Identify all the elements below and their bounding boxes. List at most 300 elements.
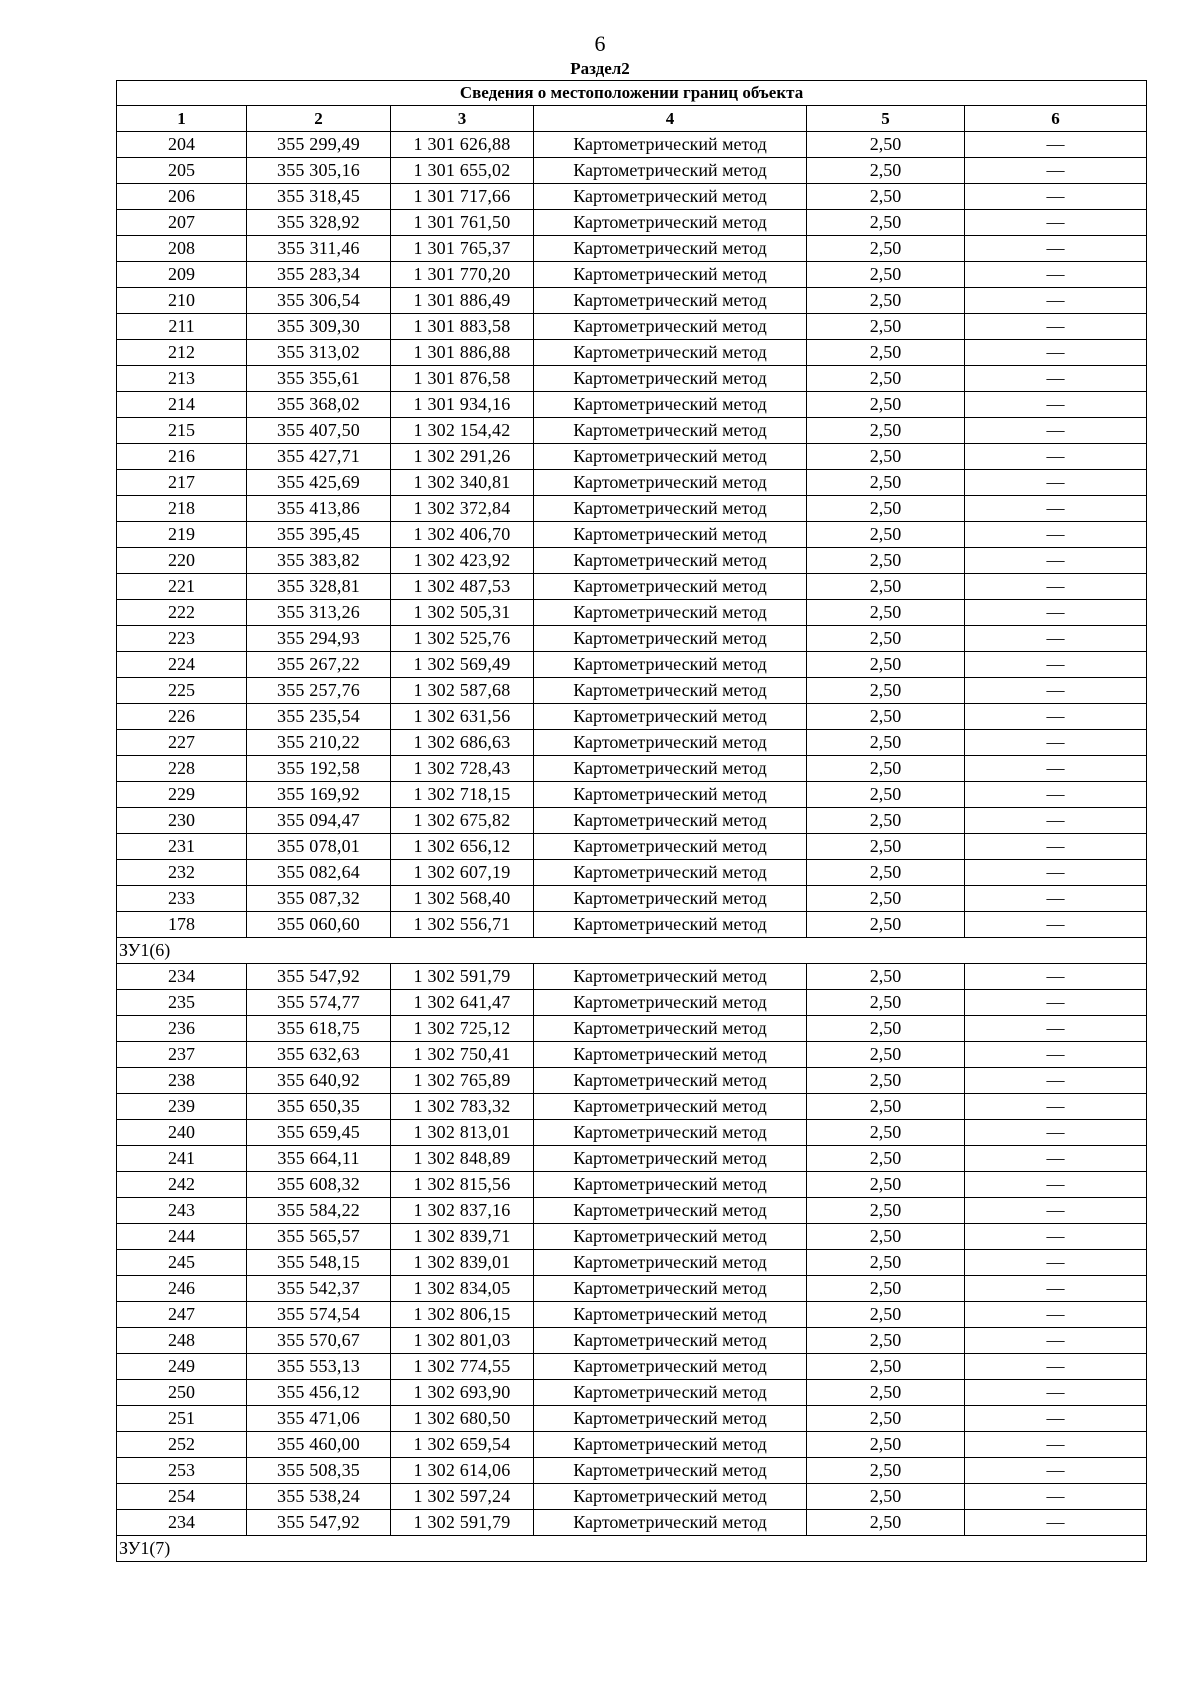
description-cell: — [965,1276,1147,1302]
accuracy-cell: 2,50 [807,132,965,158]
y-coordinate-cell: 1 302 765,89 [391,1068,534,1094]
x-coordinate-cell: 355 078,01 [247,834,391,860]
table-row [117,1120,1147,1146]
table-row [117,1406,1147,1432]
description-cell: — [965,834,1147,860]
table-row [117,496,1147,522]
description-cell: — [965,730,1147,756]
accuracy-cell: 2,50 [807,730,965,756]
point-number-cell: 252 [117,1432,247,1458]
y-coordinate-cell: 1 302 839,71 [391,1224,534,1250]
point-number-cell: 211 [117,314,247,340]
table-row [117,730,1147,756]
accuracy-cell: 2,50 [807,652,965,678]
table-row [117,418,1147,444]
method-cell: Картометрический метод [534,626,807,652]
x-coordinate-cell: 355 570,67 [247,1328,391,1354]
method-cell: Картометрический метод [534,912,807,938]
description-cell: — [965,340,1147,366]
method-cell: Картометрический метод [534,496,807,522]
x-coordinate-cell: 355 618,75 [247,1016,391,1042]
x-coordinate-cell: 355 267,22 [247,652,391,678]
y-coordinate-cell: 1 302 556,71 [391,912,534,938]
description-cell: — [965,912,1147,938]
description-cell: — [965,964,1147,990]
point-number-cell: 229 [117,782,247,808]
method-cell: Картометрический метод [534,210,807,236]
table-row [117,1380,1147,1406]
x-coordinate-cell: 355 383,82 [247,548,391,574]
y-coordinate-cell: 1 302 505,31 [391,600,534,626]
accuracy-cell: 2,50 [807,1510,965,1536]
accuracy-cell: 2,50 [807,1224,965,1250]
table-row [117,574,1147,600]
method-cell: Картометрический метод [534,704,807,730]
accuracy-cell: 2,50 [807,626,965,652]
description-cell: — [965,1198,1147,1224]
table-row [117,158,1147,184]
y-coordinate-cell: 1 302 423,92 [391,548,534,574]
method-cell: Картометрический метод [534,1354,807,1380]
description-cell: — [965,1224,1147,1250]
method-cell: Картометрический метод [534,1328,807,1354]
y-coordinate-cell: 1 301 717,66 [391,184,534,210]
point-number-cell: 220 [117,548,247,574]
boundary-table [116,80,1147,1562]
table-row [117,1250,1147,1276]
description-cell: — [965,1458,1147,1484]
table-row [117,886,1147,912]
method-cell: Картометрический метод [534,1406,807,1432]
description-cell: — [965,158,1147,184]
description-cell: — [965,262,1147,288]
y-coordinate-cell: 1 302 848,89 [391,1146,534,1172]
y-coordinate-cell: 1 302 372,84 [391,496,534,522]
method-cell: Картометрический метод [534,990,807,1016]
method-cell: Картометрический метод [534,522,807,548]
table-row [117,522,1147,548]
y-coordinate-cell: 1 302 834,05 [391,1276,534,1302]
point-number-cell: 246 [117,1276,247,1302]
table-row [117,236,1147,262]
description-cell: — [965,470,1147,496]
point-number-cell: 241 [117,1146,247,1172]
table-row [117,1458,1147,1484]
accuracy-cell: 2,50 [807,1354,965,1380]
table-row [117,262,1147,288]
point-number-cell: 228 [117,756,247,782]
method-cell: Картометрический метод [534,470,807,496]
method-cell: Картометрический метод [534,1510,807,1536]
table-row [117,1432,1147,1458]
description-cell: — [965,1042,1147,1068]
y-coordinate-cell: 1 302 656,12 [391,834,534,860]
table-body [117,81,1147,1562]
point-number-cell: 233 [117,886,247,912]
column-number: 3 [391,106,534,132]
point-number-cell: 208 [117,236,247,262]
method-cell: Картометрический метод [534,444,807,470]
y-coordinate-cell: 1 302 154,42 [391,418,534,444]
table-row [117,964,1147,990]
point-number-cell: 234 [117,964,247,990]
method-cell: Картометрический метод [534,1068,807,1094]
x-coordinate-cell: 355 060,60 [247,912,391,938]
method-cell: Картометрический метод [534,782,807,808]
description-cell: — [965,678,1147,704]
accuracy-cell: 2,50 [807,886,965,912]
point-number-cell: 238 [117,1068,247,1094]
method-cell: Картометрический метод [534,184,807,210]
point-number-cell: 240 [117,1120,247,1146]
accuracy-cell: 2,50 [807,1380,965,1406]
accuracy-cell: 2,50 [807,834,965,860]
method-cell: Картометрический метод [534,1198,807,1224]
accuracy-cell: 2,50 [807,418,965,444]
point-number-cell: 214 [117,392,247,418]
method-cell: Картометрический метод [534,1016,807,1042]
table-row [117,314,1147,340]
point-number-cell: 242 [117,1172,247,1198]
y-coordinate-cell: 1 302 525,76 [391,626,534,652]
accuracy-cell: 2,50 [807,704,965,730]
point-number-cell: 232 [117,860,247,886]
table-row [117,600,1147,626]
x-coordinate-cell: 355 608,32 [247,1172,391,1198]
method-cell: Картометрический метод [534,600,807,626]
column-number: 2 [247,106,391,132]
table-row [117,912,1147,938]
y-coordinate-cell: 1 302 641,47 [391,990,534,1016]
method-cell: Картометрический метод [534,1172,807,1198]
point-number-cell: 206 [117,184,247,210]
accuracy-cell: 2,50 [807,860,965,886]
accuracy-cell: 2,50 [807,1172,965,1198]
accuracy-cell: 2,50 [807,1328,965,1354]
method-cell: Картометрический метод [534,756,807,782]
x-coordinate-cell: 355 257,76 [247,678,391,704]
point-number-cell: 223 [117,626,247,652]
y-coordinate-cell: 1 302 487,53 [391,574,534,600]
x-coordinate-cell: 355 413,86 [247,496,391,522]
x-coordinate-cell: 355 407,50 [247,418,391,444]
table-row [117,1276,1147,1302]
y-coordinate-cell: 1 301 876,58 [391,366,534,392]
method-cell: Картометрический метод [534,418,807,444]
group-label: ЗУ1(6) [117,938,1147,964]
description-cell: — [965,600,1147,626]
x-coordinate-cell: 355 538,24 [247,1484,391,1510]
description-cell: — [965,1510,1147,1536]
table-row [117,1146,1147,1172]
method-cell: Картометрический метод [534,1094,807,1120]
method-cell: Картометрический метод [534,678,807,704]
y-coordinate-cell: 1 301 886,49 [391,288,534,314]
method-cell: Картометрический метод [534,158,807,184]
x-coordinate-cell: 355 094,47 [247,808,391,834]
method-cell: Картометрический метод [534,964,807,990]
point-number-cell: 250 [117,1380,247,1406]
description-cell: — [965,990,1147,1016]
x-coordinate-cell: 355 368,02 [247,392,391,418]
point-number-cell: 209 [117,262,247,288]
table-row [117,1328,1147,1354]
point-number-cell: 245 [117,1250,247,1276]
method-cell: Картометрический метод [534,366,807,392]
x-coordinate-cell: 355 311,46 [247,236,391,262]
x-coordinate-cell: 355 210,22 [247,730,391,756]
y-coordinate-cell: 1 302 291,26 [391,444,534,470]
x-coordinate-cell: 355 542,37 [247,1276,391,1302]
column-number: 5 [807,106,965,132]
method-cell: Картометрический метод [534,1458,807,1484]
accuracy-cell: 2,50 [807,678,965,704]
description-cell: — [965,1354,1147,1380]
x-coordinate-cell: 355 456,12 [247,1380,391,1406]
accuracy-cell: 2,50 [807,548,965,574]
method-cell: Картометрический метод [534,1224,807,1250]
accuracy-cell: 2,50 [807,1016,965,1042]
accuracy-cell: 2,50 [807,1120,965,1146]
table-row [117,834,1147,860]
y-coordinate-cell: 1 302 631,56 [391,704,534,730]
description-cell: — [965,756,1147,782]
description-cell: — [965,1380,1147,1406]
method-cell: Картометрический метод [534,340,807,366]
method-cell: Картометрический метод [534,808,807,834]
x-coordinate-cell: 355 584,22 [247,1198,391,1224]
method-cell: Картометрический метод [534,574,807,600]
point-number-cell: 247 [117,1302,247,1328]
accuracy-cell: 2,50 [807,990,965,1016]
x-coordinate-cell: 355 553,13 [247,1354,391,1380]
table-row [117,340,1147,366]
method-cell: Картометрический метод [534,1146,807,1172]
y-coordinate-cell: 1 302 750,41 [391,1042,534,1068]
accuracy-cell: 2,50 [807,236,965,262]
method-cell: Картометрический метод [534,262,807,288]
y-coordinate-cell: 1 301 934,16 [391,392,534,418]
description-cell: — [965,886,1147,912]
accuracy-cell: 2,50 [807,1068,965,1094]
x-coordinate-cell: 355 659,45 [247,1120,391,1146]
description-cell: — [965,1016,1147,1042]
point-number-cell: 222 [117,600,247,626]
method-cell: Картометрический метод [534,1484,807,1510]
y-coordinate-cell: 1 301 883,58 [391,314,534,340]
y-coordinate-cell: 1 302 680,50 [391,1406,534,1432]
x-coordinate-cell: 355 574,54 [247,1302,391,1328]
table-row [117,1094,1147,1120]
point-number-cell: 204 [117,132,247,158]
table-row [117,1042,1147,1068]
point-number-cell: 210 [117,288,247,314]
point-number-cell: 217 [117,470,247,496]
x-coordinate-cell: 355 632,63 [247,1042,391,1068]
description-cell: — [965,1302,1147,1328]
y-coordinate-cell: 1 301 886,88 [391,340,534,366]
y-coordinate-cell: 1 302 693,90 [391,1380,534,1406]
x-coordinate-cell: 355 427,71 [247,444,391,470]
method-cell: Картометрический метод [534,652,807,678]
accuracy-cell: 2,50 [807,288,965,314]
accuracy-cell: 2,50 [807,1042,965,1068]
y-coordinate-cell: 1 302 614,06 [391,1458,534,1484]
y-coordinate-cell: 1 302 597,24 [391,1484,534,1510]
y-coordinate-cell: 1 302 587,68 [391,678,534,704]
accuracy-cell: 2,50 [807,808,965,834]
method-cell: Картометрический метод [534,1432,807,1458]
description-cell: — [965,808,1147,834]
method-cell: Картометрический метод [534,1250,807,1276]
table-row [117,366,1147,392]
method-cell: Картометрический метод [534,834,807,860]
x-coordinate-cell: 355 192,58 [247,756,391,782]
description-cell: — [965,1250,1147,1276]
method-cell: Картометрический метод [534,1380,807,1406]
x-coordinate-cell: 355 299,49 [247,132,391,158]
group-label: ЗУ1(7) [117,1536,1147,1562]
x-coordinate-cell: 355 664,11 [247,1146,391,1172]
table-row [117,1484,1147,1510]
accuracy-cell: 2,50 [807,496,965,522]
x-coordinate-cell: 355 548,15 [247,1250,391,1276]
x-coordinate-cell: 355 313,26 [247,600,391,626]
point-number-cell: 219 [117,522,247,548]
description-cell: — [965,1406,1147,1432]
y-coordinate-cell: 1 302 815,56 [391,1172,534,1198]
accuracy-cell: 2,50 [807,1458,965,1484]
method-cell: Картометрический метод [534,860,807,886]
accuracy-cell: 2,50 [807,1198,965,1224]
accuracy-cell: 2,50 [807,964,965,990]
point-number-cell: 215 [117,418,247,444]
x-coordinate-cell: 355 471,06 [247,1406,391,1432]
x-coordinate-cell: 355 395,45 [247,522,391,548]
table-row [117,184,1147,210]
y-coordinate-cell: 1 301 761,50 [391,210,534,236]
description-cell: — [965,1094,1147,1120]
description-cell: — [965,184,1147,210]
point-number-cell: 237 [117,1042,247,1068]
point-number-cell: 234 [117,1510,247,1536]
accuracy-cell: 2,50 [807,392,965,418]
y-coordinate-cell: 1 302 783,32 [391,1094,534,1120]
x-coordinate-cell: 355 313,02 [247,340,391,366]
x-coordinate-cell: 355 283,34 [247,262,391,288]
accuracy-cell: 2,50 [807,1432,965,1458]
column-number: 6 [965,106,1147,132]
accuracy-cell: 2,50 [807,522,965,548]
table-row [117,808,1147,834]
x-coordinate-cell: 355 565,57 [247,1224,391,1250]
point-number-cell: 225 [117,678,247,704]
point-number-cell: 231 [117,834,247,860]
description-cell: — [965,1146,1147,1172]
point-number-cell: 254 [117,1484,247,1510]
table-row [117,1198,1147,1224]
accuracy-cell: 2,50 [807,262,965,288]
point-number-cell: 248 [117,1328,247,1354]
point-number-cell: 244 [117,1224,247,1250]
description-cell: — [965,782,1147,808]
x-coordinate-cell: 355 306,54 [247,288,391,314]
description-cell: — [965,366,1147,392]
point-number-cell: 236 [117,1016,247,1042]
table-row [117,756,1147,782]
y-coordinate-cell: 1 301 655,02 [391,158,534,184]
table-row [117,990,1147,1016]
accuracy-cell: 2,50 [807,756,965,782]
table-row [117,652,1147,678]
x-coordinate-cell: 355 355,61 [247,366,391,392]
y-coordinate-cell: 1 301 770,20 [391,262,534,288]
description-cell: — [965,496,1147,522]
point-number-cell: 239 [117,1094,247,1120]
accuracy-cell: 2,50 [807,574,965,600]
column-number-row [117,106,1147,132]
x-coordinate-cell: 355 328,92 [247,210,391,236]
y-coordinate-cell: 1 302 839,01 [391,1250,534,1276]
column-number: 4 [534,106,807,132]
description-cell: — [965,522,1147,548]
description-cell: — [965,444,1147,470]
accuracy-cell: 2,50 [807,340,965,366]
description-cell: — [965,626,1147,652]
description-cell: — [965,392,1147,418]
point-number-cell: 213 [117,366,247,392]
y-coordinate-cell: 1 301 765,37 [391,236,534,262]
accuracy-cell: 2,50 [807,314,965,340]
y-coordinate-cell: 1 302 659,54 [391,1432,534,1458]
x-coordinate-cell: 355 574,77 [247,990,391,1016]
table-row [117,860,1147,886]
accuracy-cell: 2,50 [807,1146,965,1172]
x-coordinate-cell: 355 640,92 [247,1068,391,1094]
y-coordinate-cell: 1 302 774,55 [391,1354,534,1380]
accuracy-cell: 2,50 [807,366,965,392]
description-cell: — [965,1484,1147,1510]
accuracy-cell: 2,50 [807,444,965,470]
table-caption: Сведения о местоположении границ объекта [117,81,1147,106]
x-coordinate-cell: 355 460,00 [247,1432,391,1458]
description-cell: — [965,860,1147,886]
x-coordinate-cell: 355 309,30 [247,314,391,340]
description-cell: — [965,236,1147,262]
y-coordinate-cell: 1 302 813,01 [391,1120,534,1146]
x-coordinate-cell: 355 169,92 [247,782,391,808]
column-number: 1 [117,106,247,132]
table-row [117,704,1147,730]
table-row [117,288,1147,314]
x-coordinate-cell: 355 305,16 [247,158,391,184]
table-row [117,210,1147,236]
x-coordinate-cell: 355 508,35 [247,1458,391,1484]
table-row [117,1224,1147,1250]
description-cell: — [965,1432,1147,1458]
section-title: Раздел2 [570,59,630,78]
point-number-cell: 207 [117,210,247,236]
point-number-cell: 253 [117,1458,247,1484]
y-coordinate-cell: 1 301 626,88 [391,132,534,158]
method-cell: Картометрический метод [534,1042,807,1068]
description-cell: — [965,1172,1147,1198]
x-coordinate-cell: 355 328,81 [247,574,391,600]
description-cell: — [965,314,1147,340]
point-number-cell: 249 [117,1354,247,1380]
y-coordinate-cell: 1 302 675,82 [391,808,534,834]
accuracy-cell: 2,50 [807,158,965,184]
